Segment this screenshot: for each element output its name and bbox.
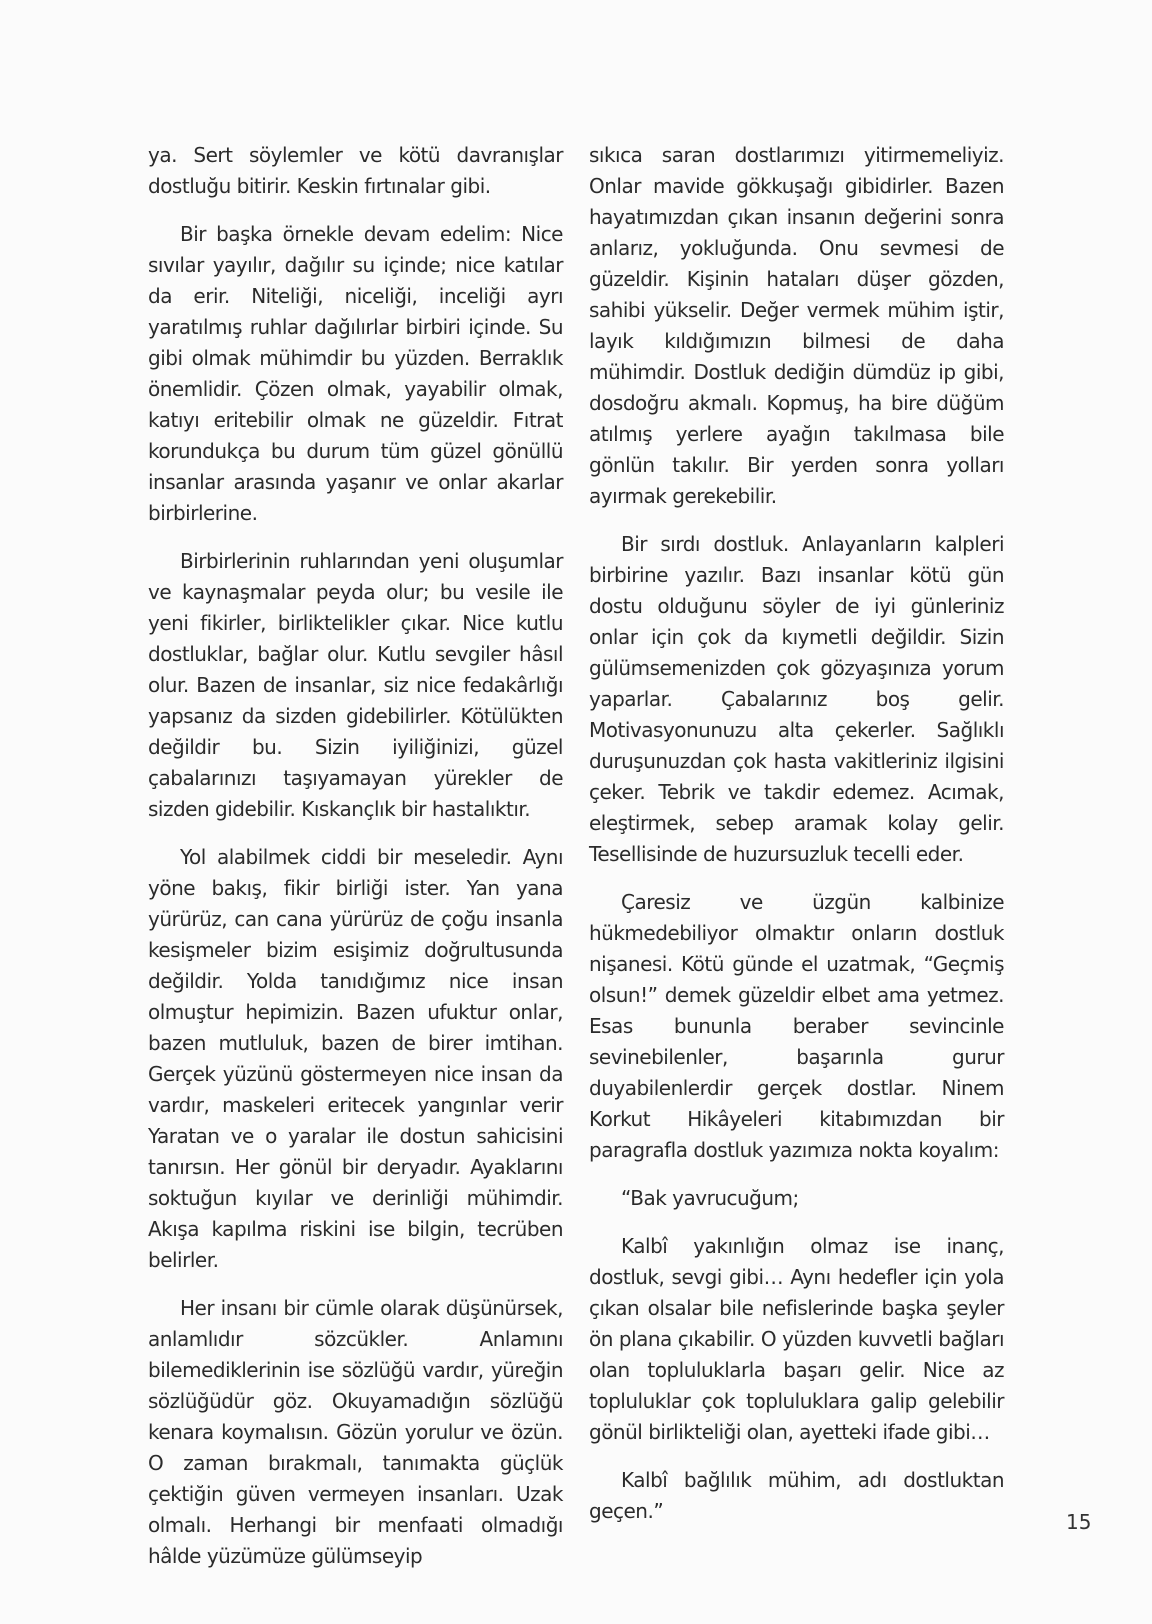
paragraph: ya. Sert söylemler ve kötü davranışlar dostluğu bitirir. Keskin fırtınalar gibi. (148, 143, 563, 198)
paragraph: Yol alabilmek ciddi bir meseledir. Aynı yöne bakış, fikir birliği ister. Yan yana yürürüz, can cana yürürüz de çoğu insanla kesişmeler bizim esişimiz doğrultusunda değildir. Yolda tanıdığımız nice insan olmuştur hepimizin. Bazen ufuktur onlar, bazen mutluluk, bazen de birer imtihan. Gerçek yüzünü göstermeyen nice insan da vardır, maskeleri eritecek yangınlar verir Yaratan ve o yaralar ile dostun sahicisini tanırsın. Her gönül bir deryadır. Ayaklarını soktuğun kıyılar ve derinliği mühimdir. Akışa kapılma riskini ise bilgin, tecrüben belirler. (148, 845, 563, 1272)
paragraph: Bir sırdı dostluk. Anlayanların kalpleri birbirine yazılır. Bazı insanlar kötü gün dostu olduğunu söyler de iyi günleriniz onlar için çok da kıymetli değildir. Sizin gülümsemenizden çok gözyaşınıza yorum yaparlar. Çabalarınız boş gelir. Motivasyonunuzu alta çekerler. Sağlıklı duruşunuzdan çok hasta vakitleriniz ilgisini çeker. Tebrik ve takdir edemez. Acımak, eleştirmek, sebep aramak kolay gelir. Tesellisinde de huzursuzluk tecelli eder. (589, 532, 1004, 866)
paragraph: Birbirlerinin ruhlarından yeni oluşumlar ve kaynaşmalar peyda olur; bu vesile ile yeni fikirler, birliktelikler çıkar. Nice kutlu dostluklar, bağlar olur. Kutlu sevgiler hâsıl olur. Bazen de insanlar, siz nice fedakârlığı yapsanız da sizden gidebilirler. Kötülükten değildir bu. Sizin iyiliğinizi, güzel çabalarınızı taşıyamayan yürekler de sizden gidebilir. Kıskançlık bir hastalıktır. (148, 549, 563, 821)
page-number: 15 (1066, 1510, 1092, 1534)
paragraph: Çaresiz ve üzgün kalbinize hükmedebiliyor olmaktır onların dostluk nişanesi. Kötü günde el uzatmak, “Geçmiş olsun!” demek güzeldir elbet ama yetmez. Esas bununla beraber sevincinle sevinebilenler, başarınla gurur duyabilenlerdir gerçek dostlar. Ninem Korkut Hikâyeleri kitabımızdan bir paragrafla dostluk yazımıza nokta koyalım: (589, 890, 1004, 1162)
left-text-column (148, 140, 563, 1589)
paragraph: Kalbî yakınlığın olmaz ise inanç, dostluk, sevgi gibi… Aynı hedefler için yola çıkan olsalar bile nefislerinde başka şeyler ön plana çıkabilir. O yüzden kuvvetli bağları olan topluluklarla başarı gelir. Nice az topluluklar çok topluluklara galip gelebilir gönül birlikteliği olan, ayetteki ifade gibi… (589, 1234, 1004, 1444)
paragraph: Bir başka örnekle devam edelim: Nice sıvılar yayılır, dağılır su içinde; nice katılar da erir. Niteliği, niceliği, inceliği ayrı yaratılmış ruhlar dağılırlar birbiri içinde. Su gibi olmak mühimdir bu yüzden. Berraklık önemlidir. Çözen olmak, yayabilir olmak, katıyı eritebilir olmak ne güzeldir. Fıtrat korundukça bu durum tüm güzel gönüllü insanlar arasında yaşanır ve onlar akarlar birbirlerine. (148, 222, 563, 525)
paragraph: Kalbî bağlılık mühim, adı dostluktan geçen.” (589, 1468, 1004, 1523)
paragraph: sıkıca saran dostlarımızı yitirmemeliyiz. Onlar mavide gökkuşağı gibidirler. Bazen hayatımızdan çıkan insanın değerini sonra anlarız, yokluğunda. Onu sevmesi de güzeldir. Kişinin hataları düşer gözden, sahibi yükselir. Değer vermek mühim iştir, layık kıldığımızın bilmesi de daha mühimdir. Dostluk dediğin dümdüz ip gibi, dosdoğru akmalı. Kopmuş, ha bire düğüm atılmış yerlere ayağın takılmasa bile gönlün takılır. Bir yerden sonra yolları ayırmak gerekebilir. (589, 143, 1004, 508)
right-text-column (589, 140, 1004, 1544)
paragraph: “Bak yavrucuğum; (621, 1186, 799, 1210)
paragraph: Her insanı bir cümle olarak düşünürsek, anlamlıdır sözcükler. Anlamını bilemediklerinin ise sözlüğü vardır, yüreğin sözlüğüdür göz. Okuyamadığın sözlüğü kenara koymalısın. Gözün yorulur ve özün. O zaman bırakmalı, tanımakta güçlük çektiğin güven vermeyen insanları. Uzak olmalı. Herhangi bir menfaati olmadığı hâlde yüzümüze gülümseyip (148, 1296, 563, 1568)
